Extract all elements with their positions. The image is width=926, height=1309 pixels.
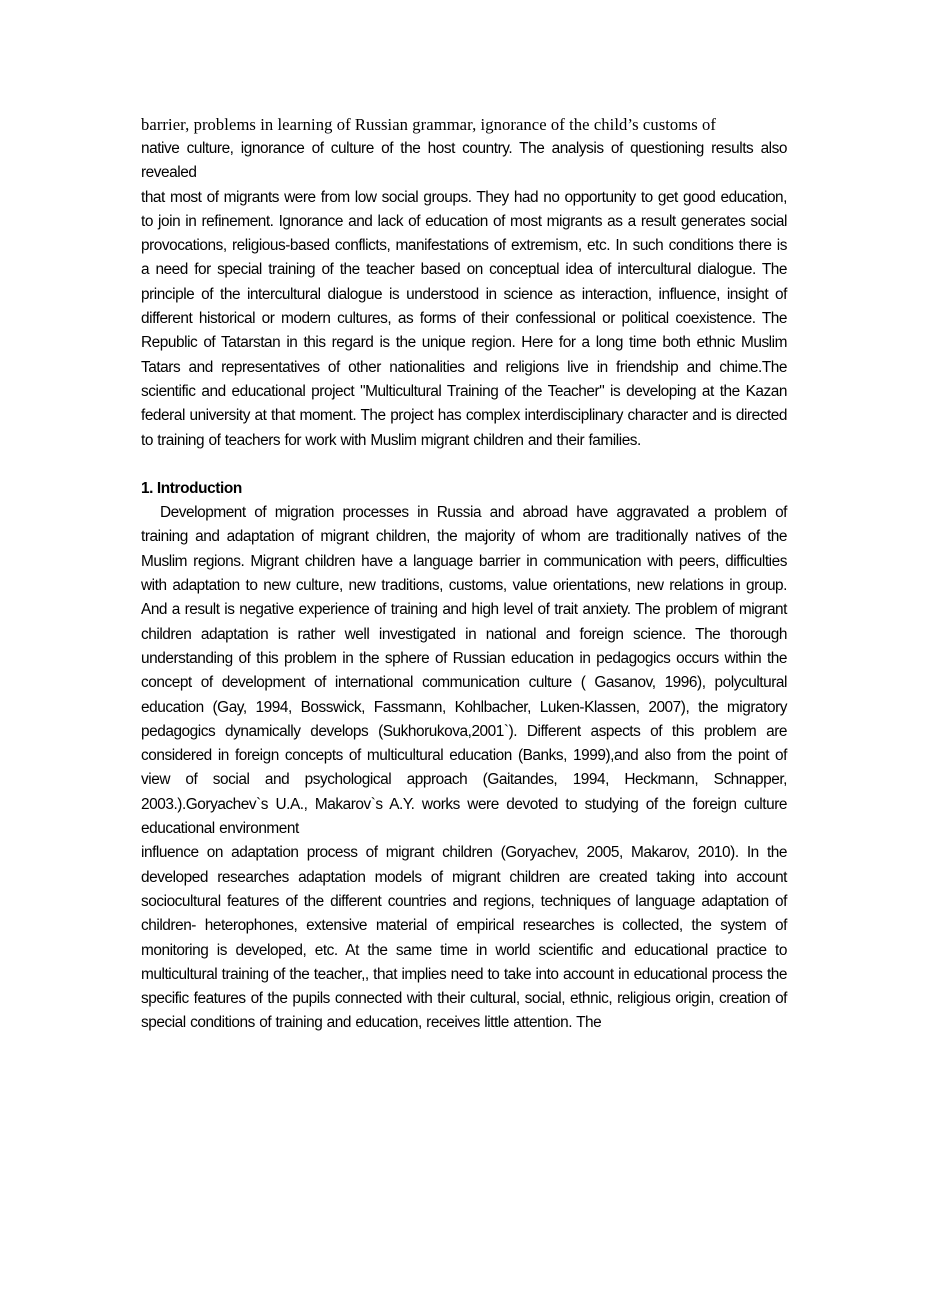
continuation-line: barrier, problems in learning of Russian grammar, ignorance of the child’s customs of bbox=[141, 115, 717, 134]
document-page bbox=[141, 113, 787, 1036]
intro-paragraph-1: Development of migration processes in Russia and abroad have aggravated a problem of training and adaptation of migrant children, the majority of whom are traditionally natives of the Muslim regions. Migrant children have a language barrier in communication with peers, difficulties with adaptation to new culture, new traditions, customs, value orientations, new relations in group. And a result is negative experience of training and high level of trait anxiety. The problem of migrant children adaptation is rather well investigated in national and foreign science. The thorough understanding of this problem in the sphere of Russian education in pedagogics occurs within the concept of development of international communication culture ( Gasanov, 1996), polycultural education (Gay, 1994, Bosswick, Fassmann, Kohlbacher, Luken-Klassen, 2007), the migratory pedagogics dynamically develops (Sukhorukova,2001`). Different aspects of this problem are considered in foreign concepts of multicultural education (Banks, 1999),and also from the point of view of social and psychological approach (Gaitandes, 1994, Heckmann, Schnapper, 2003.).Goryachev`s U.A., Makarov`s A.Y. works were devoted to studying of the foreign culture educational environment bbox=[141, 504, 787, 838]
abstract-paragraph-main: that most of migrants were from low social groups. They had no opportunity to get good education, to join in refinement. Ignorance and lack of education of most migrants as a result generates social provocations, religious-based conflicts, manifestations of extremism, etc. In such conditions there is a need for special training of the teacher based on conceptual idea of intercultural dialogue. The principle of the intercultural dialogue is understood in science as interaction, influence, insight of different historical or modern cultures, as forms of their confessional or political coexistence. The Republic of Tatarstan in this regard is the unique region. Here for a long time both ethnic Muslim Tatars and representatives of other nationalities and religions live in friendship and chime.The scientific and educational project "Multicultural Training of the Teacher" is developing at the Kazan federal university at that moment. The project has complex interdisciplinary character and is directed to training of teachers for work with Muslim migrant children and their families. bbox=[141, 188, 787, 449]
intro-paragraph-2: influence on adaptation process of migrant children (Goryachev, 2005, Makarov, 2010). In the developed researches adaptation models of migrant children are created taking into account sociocultural features of the different countries and regions, techniques of language adaptation of children- heterophones, extensive material of empirical researches is collected, the system of monitoring is developed, etc. At the same time in world scientific and educational practice to multicultural training of the teacher,, that implies need to take into account in educational process the specific features of the pupils connected with their cultural, social, ethnic, religious origin, creation of special conditions of training and education, receives little attention. The bbox=[141, 844, 787, 1032]
abstract-paragraph-continued: native culture, ignorance of culture of the host country. The analysis of questioning results also revealed bbox=[141, 140, 787, 182]
section-spacer bbox=[141, 453, 787, 477]
section-heading: 1. Introduction bbox=[141, 479, 242, 497]
